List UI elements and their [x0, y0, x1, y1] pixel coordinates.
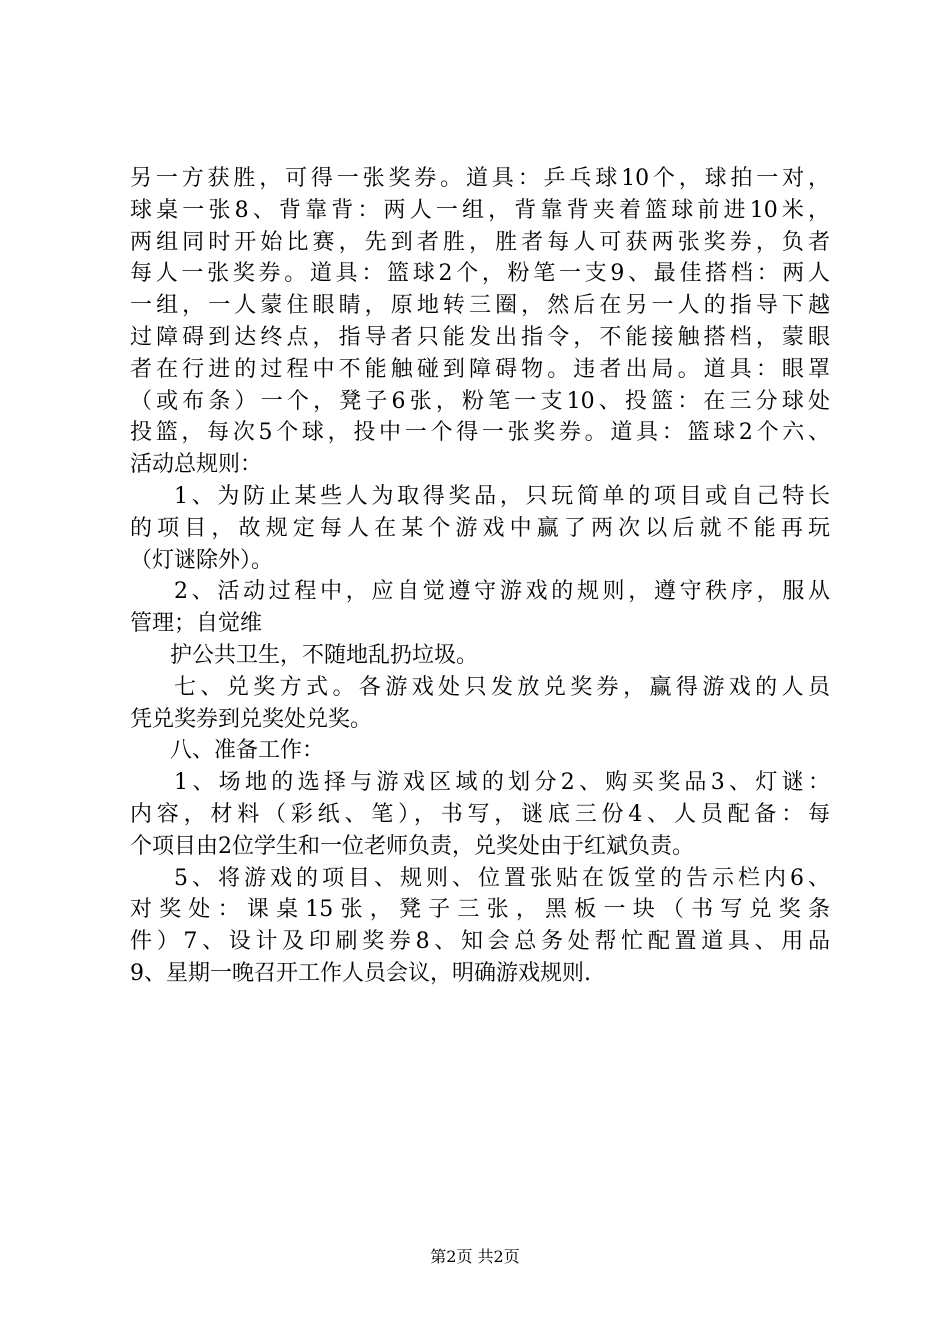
text-line: 投篮，每次5个球，投中一个得一张奖券。道具：篮球2个六、	[130, 420, 830, 446]
text-line: 件）7、设计及印刷奖券8、知会总务处帮忙配置道具、用品	[130, 929, 830, 955]
text-line: 活动总规则：	[130, 452, 263, 478]
text-line: 的项目，故规定每人在某个游戏中赢了两次以后就不能再玩	[130, 515, 830, 541]
text-line: 对奖处：课桌15张，凳子三张，黑板一块（书写兑奖条	[130, 897, 830, 923]
text-line: （或布条）一个，凳子6张，粉笔一支10、投篮：在三分球处	[130, 388, 830, 414]
text-line: 内容，材料（彩纸、笔），书写，谜底三份4、人员配备：每	[130, 801, 830, 827]
text-line: 另一方获胜，可得一张奖券。道具：乒乓球10个，球拍一对，	[130, 166, 830, 191]
text-line: 9、星期一晚召开工作人员会议，明确游戏规则.	[130, 960, 591, 986]
text-line: （灯谜除外）。	[130, 547, 274, 573]
text-line: 2、活动过程中，应自觉遵守游戏的规则，遵守秩序，服从	[174, 579, 830, 605]
text-line: 5、将游戏的项目、规则、位置张贴在饭堂的告示栏内6、	[174, 865, 830, 891]
document-body	[130, 163, 830, 990]
page-footer	[0, 1244, 950, 1267]
text-line: 1、场地的选择与游戏区域的划分2、购买奖品3、灯谜：	[174, 770, 830, 796]
text-line: 护公共卫生，不随地乱扔垃圾。	[170, 642, 479, 668]
text-line: 每人一张奖券。道具：篮球2个，粉笔一支9、最佳搭档：两人	[130, 261, 830, 287]
text-line: 凭兑奖券到兑奖处兑奖。	[130, 706, 373, 732]
text-line: 两组同时开始比赛，先到者胜，胜者每人可获两张奖券，负者	[130, 229, 830, 255]
text-line: 者在行进的过程中不能触碰到障碍物。违者出局。道具：眼罩	[130, 356, 830, 382]
text-line: 1、为防止某些人为取得奖品，只玩简单的项目或自己特长	[174, 483, 830, 509]
page-number-label: 第2页 共2页	[430, 1247, 520, 1266]
text-line: 个项目由2位学生和一位老师负责，兑奖处由于红斌负责。	[130, 833, 694, 859]
text-line: 七、兑奖方式。各游戏处只发放兑奖券，赢得游戏的人员	[174, 674, 830, 700]
text-line: 过障碍到达终点，指导者只能发出指令，不能接触搭档，蒙眼	[130, 324, 830, 350]
text-line: 八、准备工作：	[170, 738, 325, 764]
text-line: 管理；自觉维	[130, 611, 263, 637]
text-line: 一组，一人蒙住眼睛，原地转三圈，然后在另一人的指导下越	[130, 293, 830, 319]
text-line: 球桌一张8、背靠背：两人一组，背靠背夹着篮球前进10米，	[130, 197, 830, 223]
